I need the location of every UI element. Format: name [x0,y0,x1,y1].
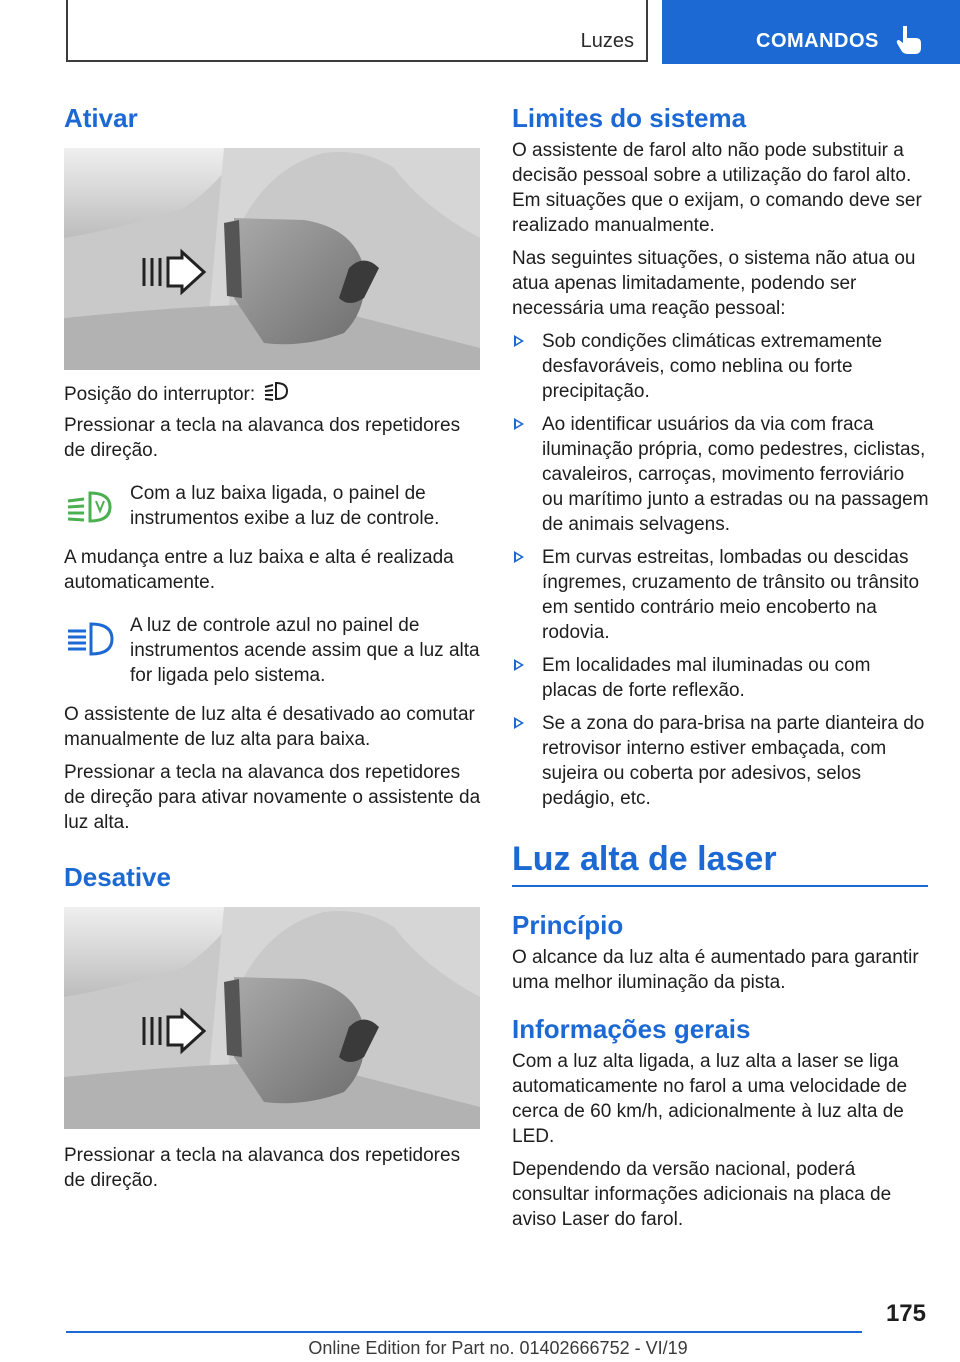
right-paragraph-2: Nas seguintes situações, o sistema não atua ou atua apenas limitadamente, podendo ser necessária uma reação pessoal: [512,248,916,319]
heading-limites: Limites do sistema [512,103,747,133]
left-column [64,100,482,1193]
list-item: Se a zona do para-brisa na parte dianteira do retrovisor interno estiver embaçada, com sujeira ou coberta por adesivos, selos pedágio, etc. [512,711,930,811]
footer-edition: Online Edition for Part no. 01402666752 - VI/19 [308,1338,688,1358]
header-section-title: Luzes [580,30,634,52]
limitations-list [512,329,930,811]
left-paragraph-2: Com a luz baixa ligada, o painel de instrumentos exibe a luz de controle. [130,483,440,529]
pointing-hand-icon [894,24,924,56]
heading-ativar: Ativar [64,103,138,133]
assistant-indicator-note [64,481,482,531]
right-paragraph-1: O assistente de farol alto não pode substituir a decisão pessoal sobre a utilização do farol alto. Em situações que o exijam, o comando deve ser realizado manualmente. [512,140,922,236]
right-paragraph-5: Dependendo da versão nacional, poderá consultar informações adicionais na placa de aviso Laser do farol. [512,1159,892,1230]
left-paragraph-7: Pressionar a tecla na alavanca dos repetidores de direção. [64,1145,461,1191]
high-beam-indicator-note [64,613,482,688]
list-item: Ao identificar usuários da via com fraca iluminação própria, como pedestres, ciclistas, cavaleiros, carroças, movimento ferroviário ou marítimo junto a estradas ou na passagem de animais selvagens. [512,412,930,537]
high-beam-assistant-icon [66,487,116,527]
left-paragraph-3: A mudança entre a luz baixa e alta é realizada automaticamente. [64,547,454,593]
header-chapter-tab [662,0,960,64]
switch-position-text: Posição do interruptor: [64,380,482,407]
left-paragraph-4: A luz de controle azul no painel de instrumentos acende assim que a luz alta for ligada pelo sistema. [130,615,480,686]
turn-signal-lever-photo [64,148,480,370]
turn-signal-lever-photo-2 [64,907,480,1129]
high-beam-icon [66,619,116,659]
list-item: Em localidades mal iluminadas ou com placas de forte reflexão. [512,653,930,703]
left-paragraph-1: Pressionar a tecla na alavanca dos repetidores de direção. [64,415,461,461]
header-section-box [66,0,648,62]
heading-desative: Desative [64,862,171,892]
right-paragraph-3: O alcance da luz alta é aumentado para garantir uma melhor iluminação da pista. [512,947,919,993]
page-number: 175 [885,1300,926,1327]
list-item: Em curvas estreitas, lombadas ou descidas íngremes, cruzamento de trânsito ou trânsito em sentido contrário meio encoberto na rodovia. [512,545,930,645]
heading-luz-alta-laser: Luz alta de laser [512,840,777,878]
left-paragraph-5: O assistente de luz alta é desativado ao comutar manualmente de luz alta para baixa. [64,704,475,750]
footer-rule [66,1331,862,1333]
heading-principio: Princípio [512,910,624,940]
header-chapter-label: COMANDOS [756,30,879,52]
right-column [512,100,930,1232]
right-paragraph-4: Com a luz alta ligada, a luz alta a laser se liga automaticamente no farol a uma velocidade de cerca de 60 km/h, adicionalmente à luz alta de LED. [512,1051,908,1147]
heading-informacoes: Informações gerais [512,1014,751,1044]
left-paragraph-6: Pressionar a tecla na alavanca dos repetidores de direção para ativar novamente o assistente da luz alta. [64,762,481,833]
high-beam-assistant-icon [264,380,290,402]
list-item: Sob condições climáticas extremamente desfavoráveis, como neblina ou forte precipitação. [512,329,930,404]
